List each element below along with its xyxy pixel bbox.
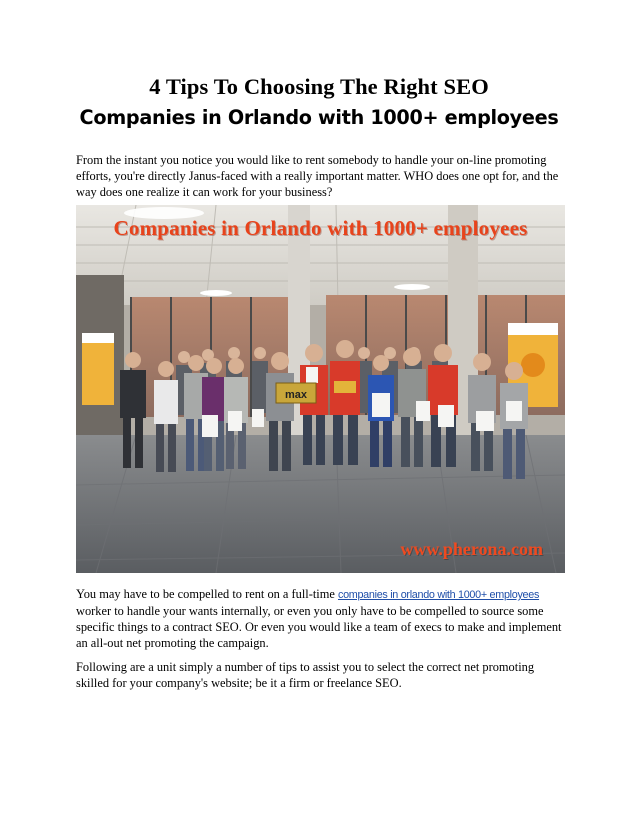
paragraph-tips: Following are a unit simply a number of tips to assist you to select the correct net promoting skilled for your company's website; be it a firm or freelance SEO.: [76, 660, 535, 690]
photo-watermark: www.pherona.com: [400, 539, 543, 559]
paragraph-hiring-text-after: worker to handle your wants internally, or even you only have to be compelled to source some specific things to a contract SEO. Or even you would like a team of execs to make and implement an all-out net promoting the campaign.: [76, 604, 562, 650]
paragraph-hiring-text-before: You may have to be compelled to rent on a full-time: [76, 587, 338, 601]
document-title-line2: Companies in Orlando with 1000+ employees: [79, 106, 559, 129]
companies-link[interactable]: companies in orlando with 1000+ employees: [337, 589, 540, 601]
paragraph-hiring: [76, 586, 566, 651]
document-title-line1: 4 Tips To Choosing The Right SEO: [149, 74, 489, 99]
team-photo-illustration: [76, 205, 565, 573]
paragraph-intro: From the instant you notice you would like to rent somebody to handle your on-line promoting efforts, you're directly Janus-faced with a really important matter. WHO does one opt for, and the way does one realize it can work for your business?: [76, 153, 559, 199]
photo-caption: Companies in Orlando with 1000+ employees: [113, 216, 528, 240]
team-photo: [76, 205, 565, 573]
sign-text: max: [284, 389, 308, 401]
